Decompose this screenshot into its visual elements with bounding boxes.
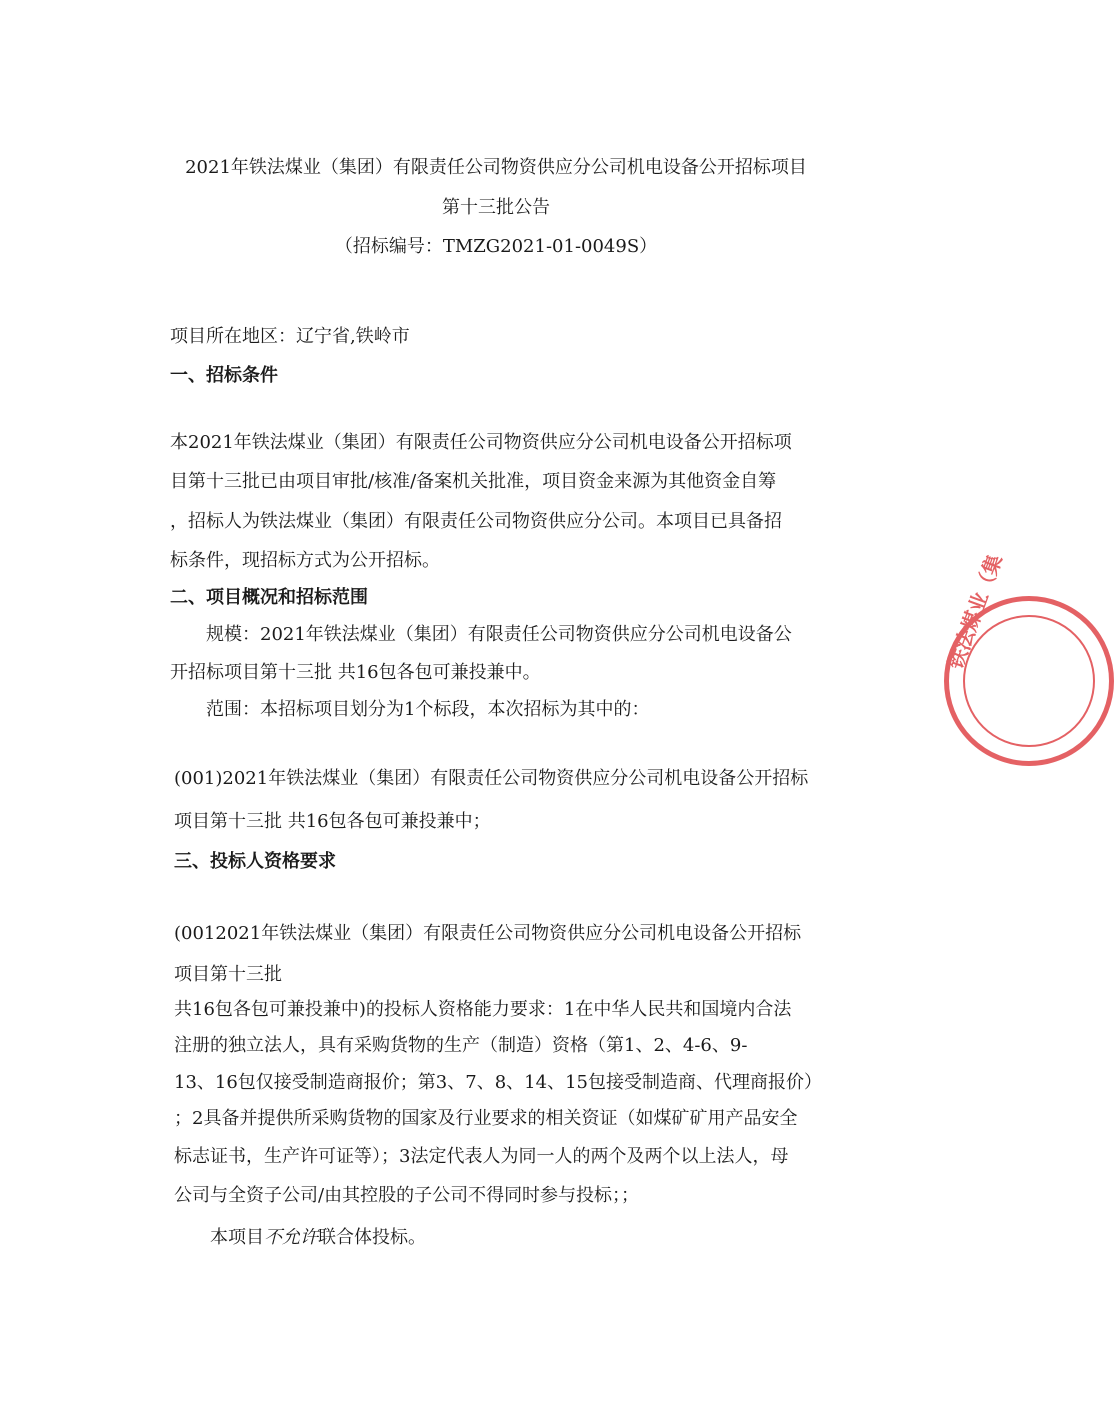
section-3-line: 共16包各包可兼投兼中)的投标人资格能力要求：1在中华人民共和国境内合法 [174, 999, 792, 1020]
section-3-line: 注册的独立法人，具有采购货物的生产（制造）资格（第1、2、4-6、9- [174, 1035, 748, 1056]
title-line-2: 第十三批公告 [442, 197, 550, 218]
section-3-heading: 三、投标人资格要求 [174, 851, 336, 872]
company-seal [943, 551, 1114, 766]
section-2-line: 开招标项目第十三批 共16包各包可兼投兼中。 [170, 662, 541, 683]
section-2-line: 规模：2021年铁法煤业（集团）有限责任公司物资供应分公司机电设备公 [206, 624, 792, 645]
section-3-line: (0012021年铁法煤业（集团）有限责任公司物资供应分公司机电设备公开招标 [174, 923, 802, 944]
section-3-line: 标志证书，生产许可证等）；3法定代表人为同一人的两个及两个以上法人，母 [174, 1146, 789, 1167]
section-2-heading: 二、项目概况和招标范围 [170, 587, 368, 608]
seal-text: 铁法煤业（集 [943, 551, 1007, 673]
project-location: 项目所在地区：辽宁省,铁岭市 [170, 326, 410, 347]
bid-number: （招标编号：TMZG2021-01-0049S） [334, 236, 658, 257]
consortium-prefix: 本项目 [210, 1227, 264, 1248]
lot-line: 项目第十三批 共16包各包可兼投兼中； [174, 811, 491, 832]
section-3-line: 公司与全资子公司/由其控股的子公司不得同时参与投标；； [174, 1185, 640, 1206]
section-1-line: ，招标人为铁法煤业（集团）有限责任公司物资供应分公司。本项目已具备招 [170, 511, 782, 532]
section-3-line: 13、16包仅接受制造商报价；第3、7、8、14、15包接受制造商、代理商报价） [174, 1072, 822, 1093]
section-3-line: 项目第十三批 [174, 964, 282, 985]
section-1-heading: 一、招标条件 [170, 365, 278, 386]
section-3-line: ；2具备并提供所采购货物的国家及行业要求的相关资证（如煤矿矿用产品安全 [174, 1108, 798, 1129]
section-1-line: 标条件，现招标方式为公开招标。 [170, 550, 440, 571]
consortium-statement [210, 1226, 426, 1250]
section-1-line: 目第十三批已由项目审批/核准/备案机关批准，项目资金来源为其他资金自筹 [170, 471, 777, 492]
consortium-emphasis: 不允许 [264, 1227, 318, 1248]
title-line-1: 2021年铁法煤业（集团）有限责任公司物资供应分公司机电设备公开招标项目 [185, 157, 807, 178]
section-2-line: 范围：本招标项目划分为1个标段，本次招标为其中的： [206, 699, 650, 720]
section-1-line: 本2021年铁法煤业（集团）有限责任公司物资供应分公司机电设备公开招标项 [170, 432, 792, 453]
seal-inner-ring [963, 615, 1095, 747]
consortium-suffix: 联合体投标。 [318, 1227, 426, 1248]
lot-line: (001)2021年铁法煤业（集团）有限责任公司物资供应分公司机电设备公开招标 [174, 768, 809, 789]
